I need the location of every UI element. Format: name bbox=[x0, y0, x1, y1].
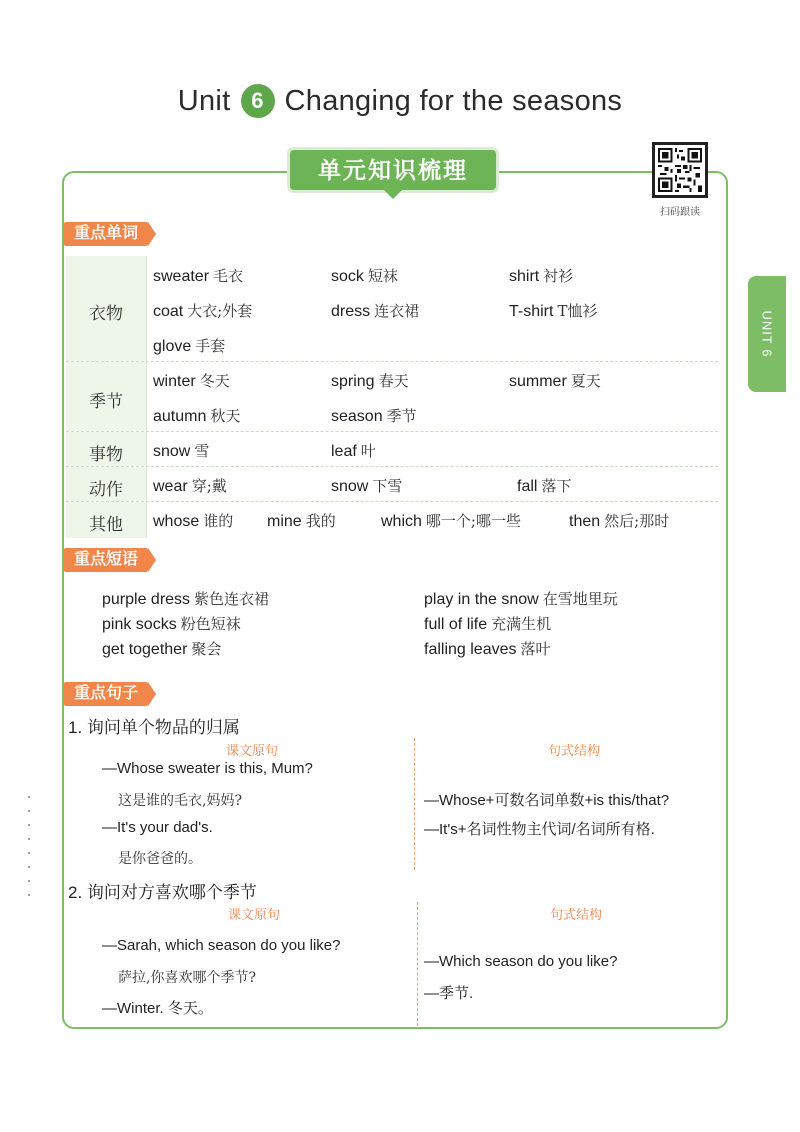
structure-line: —Whose+可数名词单数+is this/that? bbox=[424, 792, 670, 809]
phrase-item: full of life 充满生机 bbox=[424, 615, 552, 633]
vocab-word: then 然后;那时 bbox=[569, 512, 670, 530]
structure-label: 句式结构 bbox=[548, 743, 601, 758]
side-unit-tab bbox=[748, 276, 786, 392]
vocab-word: glove 手套 bbox=[153, 337, 226, 355]
structure-line: —It's+名词性物主代词/名词所有格. bbox=[424, 821, 655, 838]
structure-line: —Which season do you like? bbox=[424, 953, 618, 970]
sentence-heading: 1. 询问单个物品的归属 bbox=[68, 718, 240, 737]
vocab-row-others bbox=[66, 502, 718, 538]
vocab-word: mine 我的 bbox=[267, 512, 336, 530]
sentence-line: —It's your dad's. bbox=[102, 819, 213, 836]
qr-code-icon[interactable] bbox=[652, 142, 708, 198]
vocab-word: sock 短袜 bbox=[331, 267, 398, 285]
phrase-item: falling leaves 落叶 bbox=[424, 640, 551, 658]
sentence-translation: 是你爸爸的。 bbox=[118, 851, 202, 867]
qr-label: 扫码跟读 bbox=[660, 207, 700, 218]
structure-line: —季节. bbox=[424, 985, 474, 1002]
sentence-translation: 这是谁的毛衣,妈妈? bbox=[118, 793, 242, 809]
vocab-word: leaf 叶 bbox=[331, 442, 376, 460]
sentence-section-tag: 重点句子 bbox=[64, 682, 148, 706]
vocab-word: fall 落下 bbox=[517, 477, 572, 495]
unit-name: Changing for the seasons bbox=[284, 84, 623, 117]
phrase-section-tag: 重点短语 bbox=[64, 548, 148, 572]
sentence-line: —Whose sweater is this, Mum? bbox=[102, 760, 313, 777]
vocab-word: coat 大衣;外套 bbox=[153, 302, 253, 320]
vocab-word: season 季节 bbox=[331, 407, 417, 425]
vocab-word: T-shirt T恤衫 bbox=[509, 302, 598, 320]
vocab-word: which 哪一个;哪一些 bbox=[381, 512, 521, 530]
unit-word: Unit bbox=[177, 84, 231, 117]
vocab-word: snow 雪 bbox=[153, 442, 210, 460]
original-sentence-label: 课文原句 bbox=[228, 907, 281, 922]
column-divider bbox=[417, 902, 418, 1026]
vocab-word: autumn 秋天 bbox=[153, 407, 241, 425]
vocab-row-things bbox=[66, 432, 718, 467]
banner-pointer bbox=[384, 190, 402, 199]
binding-margin-dots bbox=[27, 790, 31, 900]
phrase-item: pink socks 粉色短袜 bbox=[102, 615, 241, 633]
sentence-line: —Winter. 冬天。 bbox=[102, 1000, 213, 1017]
original-sentence-label: 课文原句 bbox=[226, 743, 279, 758]
unit-title bbox=[0, 84, 800, 118]
sentence-heading: 2. 询问对方喜欢哪个季节 bbox=[68, 883, 257, 902]
vocab-row-actions bbox=[66, 467, 718, 502]
vocab-row-clothes bbox=[66, 256, 718, 362]
vocab-word: wear 穿;戴 bbox=[153, 477, 227, 495]
vocab-category: 动作 bbox=[89, 480, 123, 499]
sentence-translation: 萨拉,你喜欢哪个季节? bbox=[118, 970, 256, 986]
side-unit-tab-label: UNIT 6 bbox=[759, 310, 775, 358]
vocab-word: whose 谁的 bbox=[153, 512, 234, 530]
vocab-word: winter 冬天 bbox=[153, 372, 230, 390]
phrase-item: purple dress 紫色连衣裙 bbox=[102, 590, 270, 608]
phrase-item: get together 聚会 bbox=[102, 640, 222, 658]
phrase-item: play in the snow 在雪地里玩 bbox=[424, 590, 618, 608]
vocab-word: spring 春天 bbox=[331, 372, 409, 390]
column-divider bbox=[414, 738, 415, 870]
vocab-category: 衣物 bbox=[89, 304, 123, 323]
structure-label: 句式结构 bbox=[550, 907, 603, 922]
vocab-category: 季节 bbox=[89, 392, 123, 411]
vocab-word: summer 夏天 bbox=[509, 372, 601, 390]
vocab-section-tag: 重点单词 bbox=[64, 222, 148, 246]
vocab-category: 其他 bbox=[89, 515, 123, 534]
vocab-word: shirt 衬衫 bbox=[509, 267, 574, 285]
section-banner: 单元知识梳理 bbox=[290, 150, 496, 190]
unit-number-badge: 6 bbox=[241, 84, 275, 118]
vocab-word: snow 下雪 bbox=[331, 477, 403, 495]
vocab-word: dress 连衣裙 bbox=[331, 302, 420, 320]
vocab-category: 事物 bbox=[89, 445, 123, 464]
vocab-word: sweater 毛衣 bbox=[153, 267, 244, 285]
sentence-line: —Sarah, which season do you like? bbox=[102, 937, 341, 954]
vocab-row-seasons bbox=[66, 362, 718, 432]
